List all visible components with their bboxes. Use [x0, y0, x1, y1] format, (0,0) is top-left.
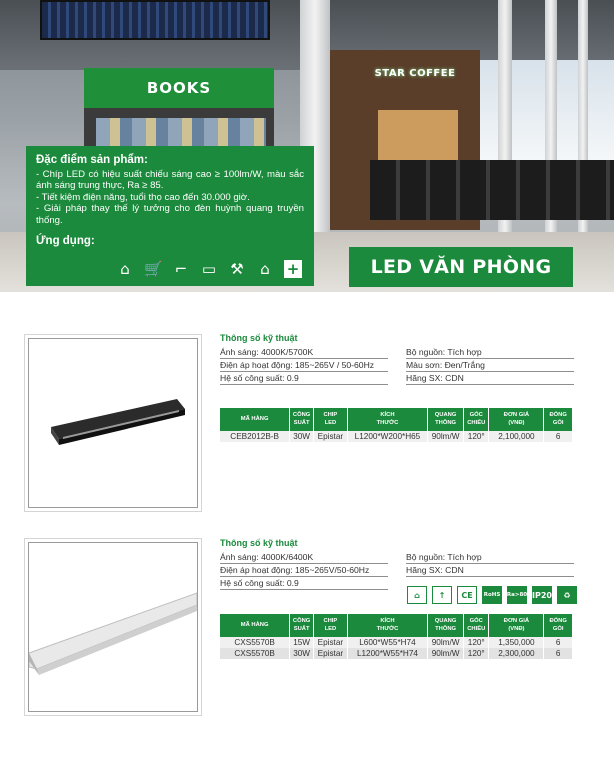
high-heel-icon: ⌐	[174, 260, 188, 278]
table-cell: 6	[544, 648, 573, 659]
spec-manufacturer: Hãng SX: CDN	[406, 565, 574, 577]
pillar	[498, 0, 512, 270]
spec-manufacturer: Hãng SX: CDN	[406, 373, 574, 385]
table-header-text: ĐƠN GIÁ	[503, 412, 530, 418]
cri-badge: Ra>80	[507, 586, 527, 604]
shopping-cart-icon: 🛒	[144, 260, 163, 278]
table-cell: 15W	[290, 637, 314, 648]
certification-badges	[407, 586, 577, 604]
table-cell: Epistar	[313, 431, 347, 442]
home-icon: ⌂	[120, 260, 130, 278]
table-header-text: KÍCH	[380, 618, 395, 624]
table-cell: Epistar	[313, 637, 347, 648]
table-header-cell	[544, 408, 573, 431]
table-header-text: CHIẾU	[467, 625, 486, 632]
waiting-chairs	[370, 160, 614, 220]
indoor-use-icon: ⌂	[407, 586, 427, 604]
table-cell: L600*W55*H74	[347, 637, 427, 648]
table-header-text: MÃ HÀNG	[240, 621, 269, 628]
linear-light-white-icon	[29, 543, 197, 711]
table-cell: 90lm/W	[428, 637, 464, 648]
table-row	[220, 648, 573, 659]
table-header-cell	[220, 614, 290, 637]
spec-driver: Bộ nguồn: Tích hợp	[406, 552, 574, 564]
product-photo-cxs5570b	[28, 542, 198, 712]
table-header-text: SUẤT	[293, 419, 310, 426]
table-cell: 120°	[464, 431, 489, 442]
table-header-cell	[313, 614, 347, 637]
price-table	[220, 408, 573, 442]
table-cell: CEB2012B-B	[220, 431, 290, 442]
table-cell: 90lm/W	[428, 431, 464, 442]
table-header-text: CHIẾU	[467, 419, 486, 426]
linear-light-black-icon	[29, 339, 197, 507]
table-header-cell	[428, 408, 464, 431]
table-header-text: LED	[324, 625, 337, 632]
application-icons	[116, 260, 302, 278]
ip-rating-badge: IP20	[532, 586, 552, 604]
table-header-text: SUẤT	[293, 625, 310, 632]
table-cell: CXS5570B	[220, 648, 290, 659]
spec-driver: Bộ nguồn: Tích hợp	[406, 347, 574, 359]
table-header-row	[220, 408, 573, 431]
product-photo-ceb2012b	[28, 338, 198, 508]
spec-paint-color: Màu sơn: Đen/Trắng	[406, 360, 574, 372]
table-cell: 1,350,000	[489, 637, 544, 648]
table-header-text: ĐÓNG	[549, 412, 567, 418]
medical-cross-icon: +	[284, 260, 302, 278]
table-cell: L1200*W55*H74	[347, 648, 427, 659]
table-header-text: (VNĐ)	[508, 625, 525, 632]
ce-badge: CE	[457, 586, 477, 604]
applications-heading: Ứng dụng:	[36, 235, 95, 248]
table-header-text: MÃ HÀNG	[240, 415, 269, 422]
table-header-cell	[290, 614, 314, 637]
table-header-text: KÍCH	[380, 412, 395, 418]
ceiling-mount-icon: ↑	[432, 586, 452, 604]
table-cell: 30W	[290, 648, 314, 659]
table-header-cell	[220, 408, 290, 431]
table-cell: 6	[544, 431, 573, 442]
coffee-shop-sign: STAR COFFEE	[374, 68, 456, 79]
table-header-text: GÓC	[469, 618, 483, 624]
table-header-text: THÔNG	[435, 419, 457, 426]
table-header-cell	[428, 614, 464, 637]
flight-display	[40, 0, 270, 40]
graduation-cap-icon: ⌂	[260, 260, 270, 278]
recycle-icon: ♻	[557, 586, 577, 604]
table-header-text: THƯỚC	[376, 419, 399, 426]
table-header-text: GÓI	[552, 419, 564, 426]
bookshop-sign: BOOKS	[84, 68, 274, 108]
table-header-cell	[347, 408, 427, 431]
table-header-text: LED	[324, 419, 337, 426]
table-cell: 6	[544, 637, 573, 648]
table-header-text: THÔNG	[435, 625, 457, 632]
rohs-badge: RoHS	[482, 586, 502, 604]
table-header-cell	[544, 614, 573, 637]
table-header-text: CÔNG	[292, 412, 311, 418]
table-header-text: QUANG	[434, 618, 457, 624]
computer-icon: ▭	[201, 260, 217, 278]
table-cell: L1200*W200*H65	[347, 431, 427, 442]
spec-title: Thông số kỹ thuật	[220, 538, 298, 548]
spec-voltage: Điện áp hoạt động: 185~265V/50-60Hz	[220, 565, 388, 577]
spec-light: Ánh sáng: 4000K/5700K	[220, 347, 388, 359]
table-row	[220, 431, 573, 442]
table-cell: CXS5570B	[220, 637, 290, 648]
table-header-cell	[489, 408, 544, 431]
table-header-text: GÓI	[552, 625, 564, 632]
table-header-cell	[313, 408, 347, 431]
spec-title: Thông số kỹ thuật	[220, 333, 298, 343]
table-header-cell	[347, 614, 427, 637]
table-header-cell	[464, 408, 489, 431]
table-cell: 2,300,000	[489, 648, 544, 659]
feature-item: - Chíp LED có hiệu suất chiếu sáng cao ≥ 100lm/W, màu sắc ánh sáng trung thực, Ra ≥ 85.	[36, 169, 304, 192]
table-cell: 120°	[464, 648, 489, 659]
price-table	[220, 614, 573, 659]
table-row	[220, 637, 573, 648]
table-header-row	[220, 614, 573, 637]
spec-voltage: Điện áp hoạt động: 185~265V / 50-60Hz	[220, 360, 388, 372]
pillar	[545, 0, 557, 270]
table-header-text: CHIP	[323, 412, 338, 418]
table-cell: 120°	[464, 637, 489, 648]
table-header-text: (VNĐ)	[508, 419, 525, 426]
table-header-text: ĐÓNG	[549, 618, 567, 624]
spec-light: Ánh sáng: 4000K/6400K	[220, 552, 388, 564]
spec-power-factor: Hệ số công suất: 0.9	[220, 373, 388, 385]
tool-icon: ⚒	[230, 260, 244, 278]
spec-power-factor: Hệ số công suất: 0.9	[220, 578, 388, 590]
pillar	[578, 0, 588, 270]
features-box	[26, 146, 314, 286]
table-cell: Epistar	[313, 648, 347, 659]
feature-item: - Tiết kiệm điện năng, tuổi thọ cao đến 30.000 giờ.	[36, 191, 250, 203]
table-header-cell	[464, 614, 489, 637]
table-header-text: CÔNG	[292, 618, 311, 624]
features-heading: Đặc điểm sản phẩm:	[36, 154, 148, 166]
table-header-text: ĐƠN GIÁ	[503, 618, 530, 624]
table-header-text: QUANG	[434, 412, 457, 418]
table-header-text: CHIP	[323, 618, 338, 624]
table-header-text: GÓC	[469, 412, 483, 418]
table-cell: 90lm/W	[428, 648, 464, 659]
table-cell: 30W	[290, 431, 314, 442]
table-header-text: THƯỚC	[376, 625, 399, 632]
table-header-cell	[290, 408, 314, 431]
page-title: LED VĂN PHÒNG	[349, 247, 573, 287]
feature-item: - Giải pháp thay thế lý tưởng cho đèn huỳnh quang truyền thống.	[36, 203, 304, 226]
table-header-cell	[489, 614, 544, 637]
table-cell: 2,100,000	[489, 431, 544, 442]
